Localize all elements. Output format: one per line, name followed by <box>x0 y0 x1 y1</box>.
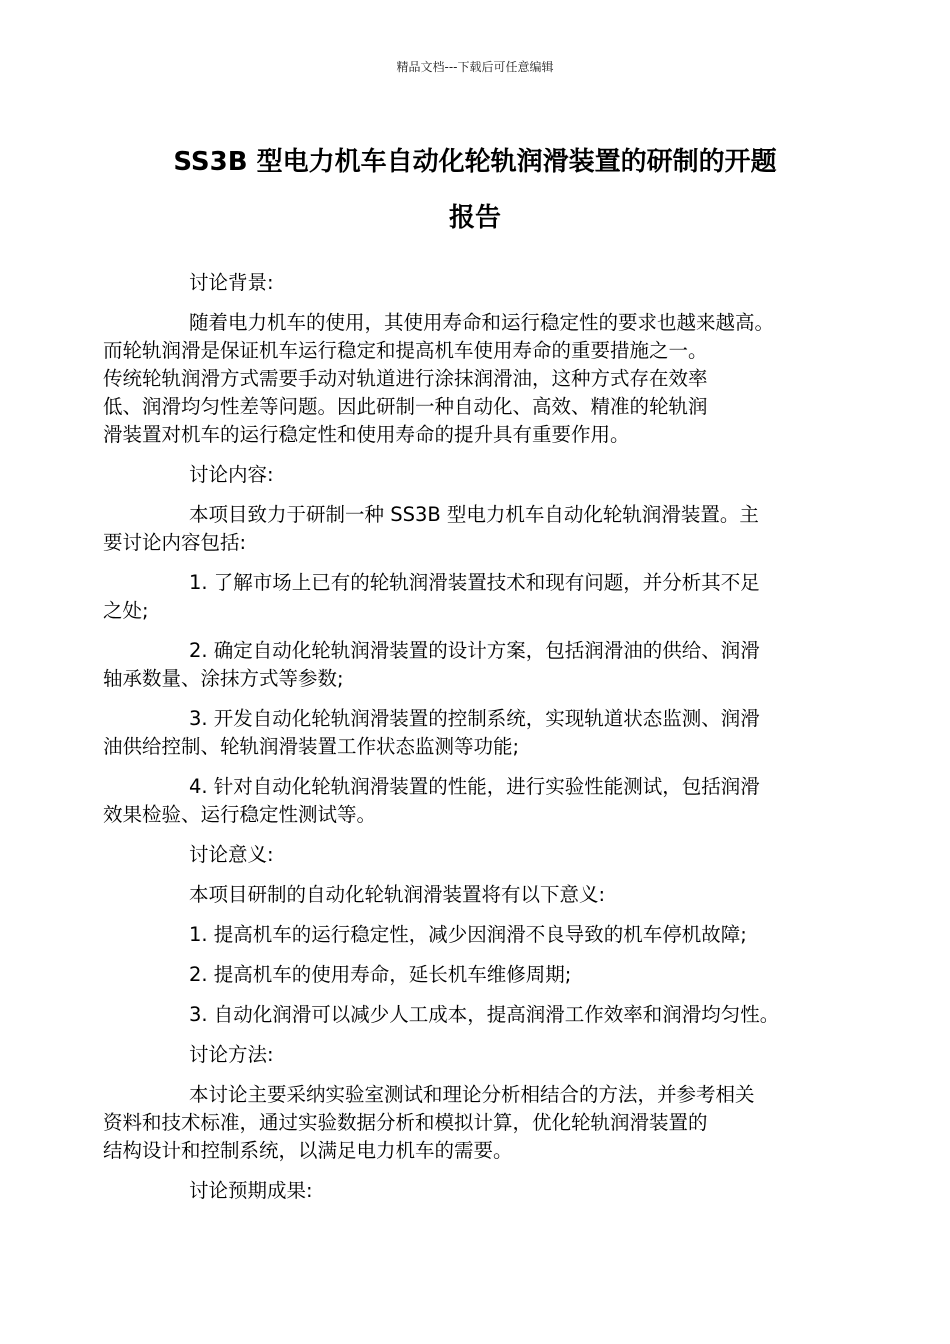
title-line-1: SS3B 型电力机车自动化轮轨润滑装置的研制的开题 <box>173 147 777 177</box>
page-header: 精品文档---下载后可任意编辑 <box>396 60 554 74</box>
significance-item: 1. 提高机车的运行稳定性，减少因润滑不良导致的机车停机故障; <box>189 923 747 946</box>
method-heading: 讨论方法: <box>189 1043 274 1066</box>
text-line: 要讨论内容包括: <box>103 531 247 554</box>
text-line: 油供给控制、轮轨润滑装置工作状态监测等功能; <box>103 735 520 758</box>
content-item <box>103 637 810 693</box>
outcome-heading: 讨论预期成果: <box>189 1179 313 1202</box>
text-line: 资料和技术标准，通过实验数据分析和模拟计算，优化轮轨润滑装置的 <box>103 1111 708 1134</box>
method-paragraph <box>103 1081 810 1165</box>
document-title <box>120 134 830 246</box>
content-intro-paragraph <box>103 501 810 557</box>
content-item <box>103 569 810 625</box>
text-line: 1. 了解市场上已有的轮轨润滑装置技术和现有问题，并分析其不足 <box>189 571 760 594</box>
text-line: 之处; <box>103 599 149 622</box>
significance-intro: 本项目研制的自动化轮轨润滑装置将有以下意义: <box>189 883 606 906</box>
significance-heading: 讨论意义: <box>189 843 274 866</box>
title-line-2: 报告 <box>448 203 501 233</box>
text-line: 随着电力机车的使用，其使用寿命和运行稳定性的要求也越来越高。 <box>189 311 775 334</box>
text-line: 低、润滑均匀性差等问题。因此研制一种自动化、高效、精准的轮轨润 <box>103 395 708 418</box>
text-line: 4. 针对自动化轮轨润滑装置的性能，进行实验性能测试，包括润滑 <box>189 775 760 798</box>
text-line: 而轮轨润滑是保证机车运行稳定和提高机车使用寿命的重要措施之一。 <box>103 339 708 362</box>
background-paragraph <box>103 309 810 449</box>
text-line: 滑装置对机车的运行稳定性和使用寿命的提升具有重要作用。 <box>103 423 630 446</box>
content-item <box>103 773 810 829</box>
text-line: 3. 开发自动化轮轨润滑装置的控制系统，实现轨道状态监测、润滑 <box>189 707 760 730</box>
text-line: 结构设计和控制系统，以满足电力机车的需要。 <box>103 1139 513 1162</box>
document-body <box>103 269 810 1217</box>
text-line: 效果检验、运行稳定性测试等。 <box>103 803 377 826</box>
text-line: 传统轮轨润滑方式需要手动对轨道进行涂抹润滑油，这种方式存在效率 <box>103 367 708 390</box>
significance-item: 2. 提高机车的使用寿命，延长机车维修周期; <box>189 963 572 986</box>
text-line: 2. 确定自动化轮轨润滑装置的设计方案，包括润滑油的供给、润滑 <box>189 639 760 662</box>
background-heading: 讨论背景: <box>189 271 274 294</box>
text-line: 本项目致力于研制一种 SS3B 型电力机车自动化轮轨润滑装置。主 <box>189 503 759 526</box>
text-line: 轴承数量、涂抹方式等参数; <box>103 667 344 690</box>
text-line: 本讨论主要采纳实验室测试和理论分析相结合的方法，并参考相关 <box>189 1083 755 1106</box>
content-item <box>103 705 810 761</box>
content-heading: 讨论内容: <box>189 463 274 486</box>
significance-item: 3. 自动化润滑可以减少人工成本，提高润滑工作效率和润滑均匀性。 <box>189 1003 780 1026</box>
